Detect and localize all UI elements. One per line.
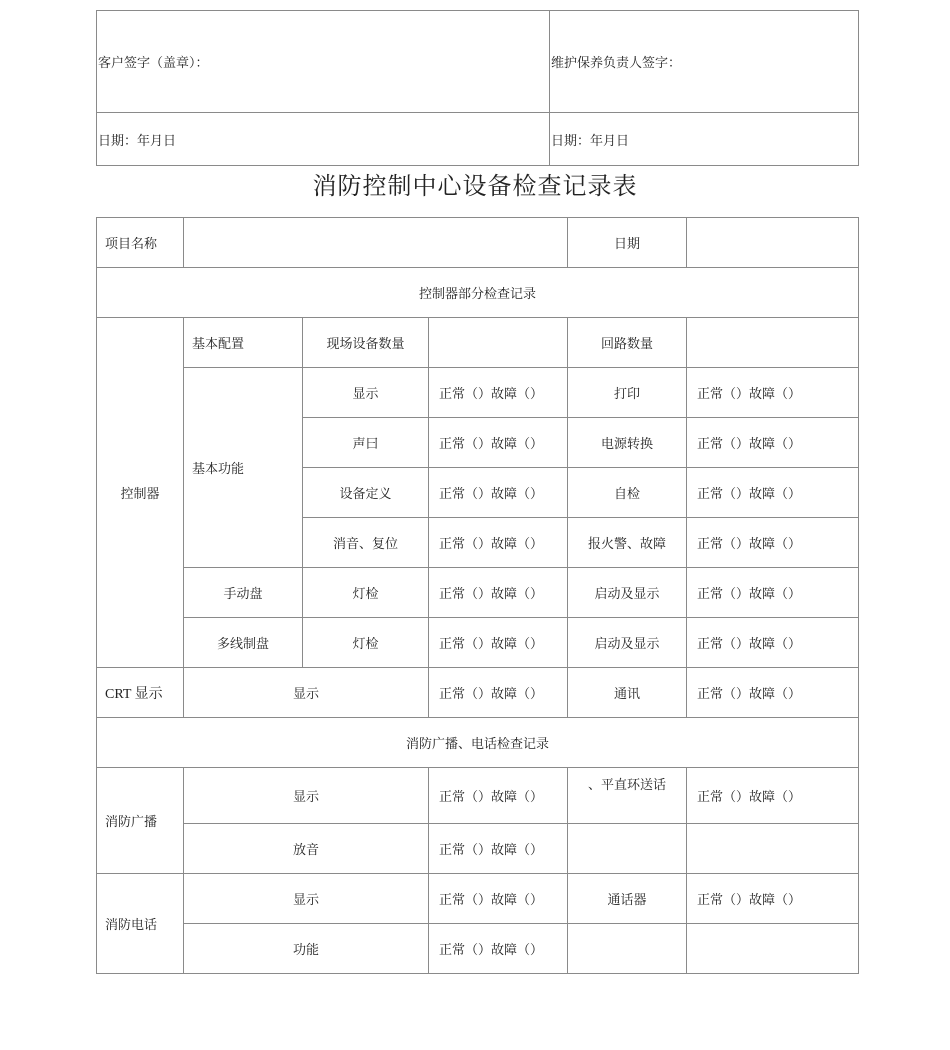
multiline-lamp-check-label: 灯检: [303, 618, 429, 668]
manual-lamp-check-status[interactable]: 正常（）故障（）: [429, 568, 568, 618]
project-name-field[interactable]: [184, 218, 568, 268]
page-title: 消防控制中心设备检查记录表: [312, 172, 638, 200]
site-equipment-count-label: 现场设备数量: [303, 318, 429, 368]
self-check-label: 自检: [568, 468, 687, 518]
table-row: [97, 924, 859, 974]
loop-count-field[interactable]: [687, 318, 859, 368]
broadcast-display-status[interactable]: 正常（）故障（）: [429, 768, 568, 824]
customer-signature-cell[interactable]: 客户签字（盖章）：: [97, 11, 550, 113]
basic-config-label: 基本配置: [184, 318, 303, 368]
table-row: [97, 824, 859, 874]
manual-start-display-label: 启动及显示: [568, 568, 687, 618]
fire-fault-alarm-label: 报火警、故障: [568, 518, 687, 568]
empty-cell[interactable]: [568, 924, 687, 974]
customer-date-cell[interactable]: 日期：年月日: [97, 113, 550, 166]
multiline-start-display-status[interactable]: 正常（）故障（）: [687, 618, 859, 668]
ear-mic-status[interactable]: 正常（）故障（）: [687, 768, 859, 824]
table-row: [97, 318, 859, 368]
date-field[interactable]: [687, 218, 859, 268]
table-row: [97, 668, 859, 718]
crt-comm-label: 通讯: [568, 668, 687, 718]
maintenance-date-cell[interactable]: 日期：年月日: [550, 113, 859, 166]
signature-table: [96, 10, 859, 166]
manual-lamp-check-label: 灯检: [303, 568, 429, 618]
print-label: 打印: [568, 368, 687, 418]
maintenance-signature-cell[interactable]: 维护保养负责人签字：: [550, 11, 859, 113]
section-title-broadcast: 消防广播、电话检查记录: [97, 718, 859, 768]
table-row: [97, 218, 859, 268]
function-label: 功能: [184, 924, 429, 974]
site-equipment-count-field[interactable]: [429, 318, 568, 368]
function-status[interactable]: 正常（）故障（）: [429, 924, 568, 974]
playback-label: 放音: [184, 824, 429, 874]
inspection-table: [96, 217, 859, 974]
sound-label: 声曰: [303, 418, 429, 468]
device-definition-label: 设备定义: [303, 468, 429, 518]
multiline-lamp-check-status[interactable]: 正常（）故障（）: [429, 618, 568, 668]
table-row: [97, 268, 859, 318]
crt-comm-status[interactable]: 正常（）故障（）: [687, 668, 859, 718]
controller-group-label: 控制器: [97, 318, 184, 668]
loop-count-label: 回路数量: [568, 318, 687, 368]
fire-fault-alarm-status[interactable]: 正常（）故障（）: [687, 518, 859, 568]
mute-reset-status[interactable]: 正常（）故障（）: [429, 518, 568, 568]
crt-display-status[interactable]: 正常（）故障（）: [429, 668, 568, 718]
crt-label: CRT 显示: [97, 668, 184, 718]
display-status[interactable]: 正常（）故障（）: [429, 368, 568, 418]
empty-cell[interactable]: [568, 824, 687, 874]
manual-start-display-status[interactable]: 正常（）故障（）: [687, 568, 859, 618]
empty-cell[interactable]: [687, 824, 859, 874]
mute-reset-label: 消音、复位: [303, 518, 429, 568]
sound-status[interactable]: 正常（）故障（）: [429, 418, 568, 468]
display-label: 显示: [303, 368, 429, 418]
talker-status[interactable]: 正常（）故障（）: [687, 874, 859, 924]
phone-label: 消防电话: [97, 874, 184, 974]
broadcast-display-label: 显示: [184, 768, 429, 824]
phone-display-label: 显示: [184, 874, 429, 924]
project-name-label: 项目名称: [97, 218, 184, 268]
multiline-start-display-label: 启动及显示: [568, 618, 687, 668]
ear-mic-label: 、平直环送话: [568, 768, 687, 824]
crt-display-label: 显示: [184, 668, 429, 718]
power-switch-status[interactable]: 正常（）故障（）: [687, 418, 859, 468]
broadcast-label: 消防广播: [97, 768, 184, 874]
manual-panel-label: 手动盘: [184, 568, 303, 618]
page-cut-edge: [96, 975, 858, 976]
self-check-status[interactable]: 正常（）故障（）: [687, 468, 859, 518]
table-row: [97, 368, 859, 418]
phone-display-status[interactable]: 正常（）故障（）: [429, 874, 568, 924]
table-row: [97, 768, 859, 824]
table-row: [97, 718, 859, 768]
playback-status[interactable]: 正常（）故障（）: [429, 824, 568, 874]
talker-label: 通话器: [568, 874, 687, 924]
print-status[interactable]: 正常（）故障（）: [687, 368, 859, 418]
table-row: [97, 874, 859, 924]
basic-function-label: 基本功能: [184, 368, 303, 568]
table-row: [97, 568, 859, 618]
table-row: [97, 618, 859, 668]
device-definition-status[interactable]: 正常（）故障（）: [429, 468, 568, 518]
empty-cell[interactable]: [687, 924, 859, 974]
multiline-panel-label: 多线制盘: [184, 618, 303, 668]
power-switch-label: 电源转换: [568, 418, 687, 468]
section-title-controller: 控制器部分检查记录: [97, 268, 859, 318]
date-label: 日期: [568, 218, 687, 268]
